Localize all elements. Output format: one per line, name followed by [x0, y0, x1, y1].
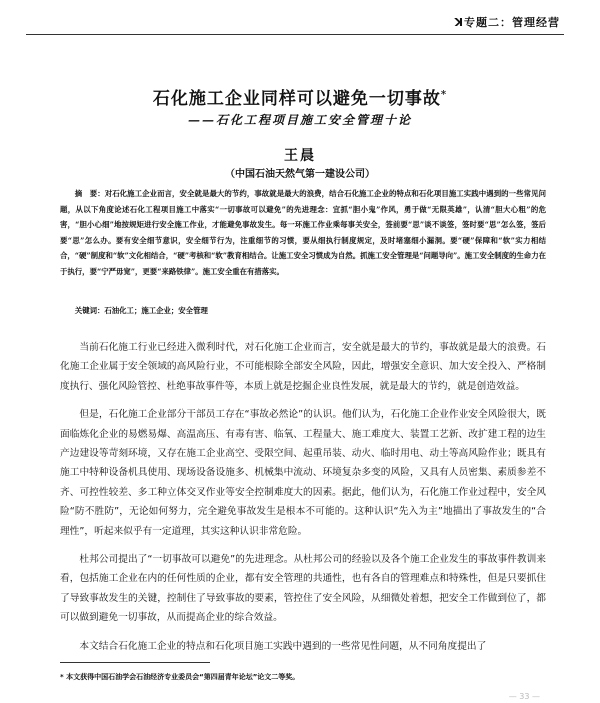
title-text: 石化施工企业同样可以避免一切事故: [152, 89, 441, 109]
abstract-label: 摘 要：: [74, 189, 105, 198]
keywords-label: 关键词：: [74, 306, 105, 315]
body-paragraph-3: 杜邦公司提出了“一切事故可以避免”的先进理念。从杜邦公司的经验以及各个施工企业发生的事故事件教训来看，包括施工企业在内的任何性质的企业，都有安全管理的共通性，也有各自的管理难点和特殊性，但是只要抓住了导致事故发生的关键，控制住了导致事故的要素，管控住了安全风险，从细微处着想，把安全工作做到位了，都可以做到避免一切事故，从而提高企业的综合效益。: [60, 554, 546, 624]
title-footnote-mark: *: [440, 89, 448, 101]
author-name: 王晨: [284, 148, 316, 164]
article-title: [0, 84, 600, 109]
body-paragraph-4: 本文结合石化施工企业的特点和石化项目施工实践中遇到的一些常见性问题，从不同角度提出了: [79, 640, 487, 652]
keywords-text: 石油化工；施工企业；安全管理: [104, 306, 208, 315]
body-paragraph-2: 但是，石化施工企业部分干部员工存在“事故必然论”的认识。他们认为，石化施工企业作业安全风险很大，既面临炼化企业的易燃易爆、高温高压、有毒有害、临氧、工程量大、施工难度大、装置工艺新、改扩建工程的边生产边建设等苛刻环境，又存在施工企业高空、受限空间、起重吊装、动火、临时用电、动土等高风险作业；既具有施工中特种设备机具使用、现场设备设施多、机械集中流动、环境复杂多变的风险，又具有人员密集、素质参差不齐、可控性较差、多工种立体交叉作业等安全控制难度大的因素。据此，他们认为，石化施工作业过程中，安全风险“防不胜防”，无论如何努力，完全避免事故发生是根本不可能的。这种认识“先入为主”地描出了事故发生的“合理性”，听起来似乎有一定道理，其实这种认识非常危险。: [60, 409, 546, 537]
page-number: — 33 —: [508, 692, 540, 701]
header-divider: [26, 34, 564, 35]
running-header: ꓘ专题二：管理经营: [454, 16, 560, 29]
footnote: * 本文获得中国石油学会石油经济专业委员会“第四届青年论坛”论文二等奖。: [60, 673, 300, 681]
footnote-divider: [60, 662, 210, 663]
keywords: [60, 304, 546, 318]
body-paragraph-1: 当前石化施工行业已经进入微利时代，对石化施工企业而言，安全就是最大的节约，事故就是最大的浪费。石化施工企业属于安全领域的高风险行业，不可能根除全部安全风险，因此，增强安全意识、加大安全投入、严格制度执行、强化风险管控、杜绝事故事件等，本质上就是挖掘企业良性发展，就是最大的节约，就是创造效益。: [60, 342, 546, 392]
article-body: [60, 338, 546, 665]
article-subtitle: ——石化工程项目施工安全管理十论: [187, 113, 412, 127]
abstract-text: 对石化施工企业而言，安全就是最大的节约，事故就是最大的浪费，结合石化施工企业的特点和石化项目施工实践中遇到的一些常见问题，从以下角度论述石化工程项目施工中落实“一切事故可以避免”的先进理念：宜抓“胆小鬼”作风，勇于做“无限英雄”，认清“胆大心粗”的危害，“胆小心细”地按规矩进行安全施工作业，才能避免事故发生。每一环施工作业乘每事关安全，签前要“思”谈不谈签，签时要“思”怎么签，签后要“思”怎么办。要有安全细节意识，安全细节行为，注重细节的习惯，要从细执行制度规定，及时堵塞细小漏洞。要“硬”保障和“软”实力相结合，“硬”制度和“软”文化相结合，“硬”考核和“软”教育相结合。让施工安全习惯成为自然。抓施工安全管理是“问题导向”。施工安全制度的生命力在于执行，要“宁严毋宽”，更要“来路铁律”。施工安全重在有措落实。: [60, 189, 546, 276]
abstract: [60, 186, 546, 280]
author-affiliation: （中国石油天然气第一建设公司）: [225, 169, 375, 180]
